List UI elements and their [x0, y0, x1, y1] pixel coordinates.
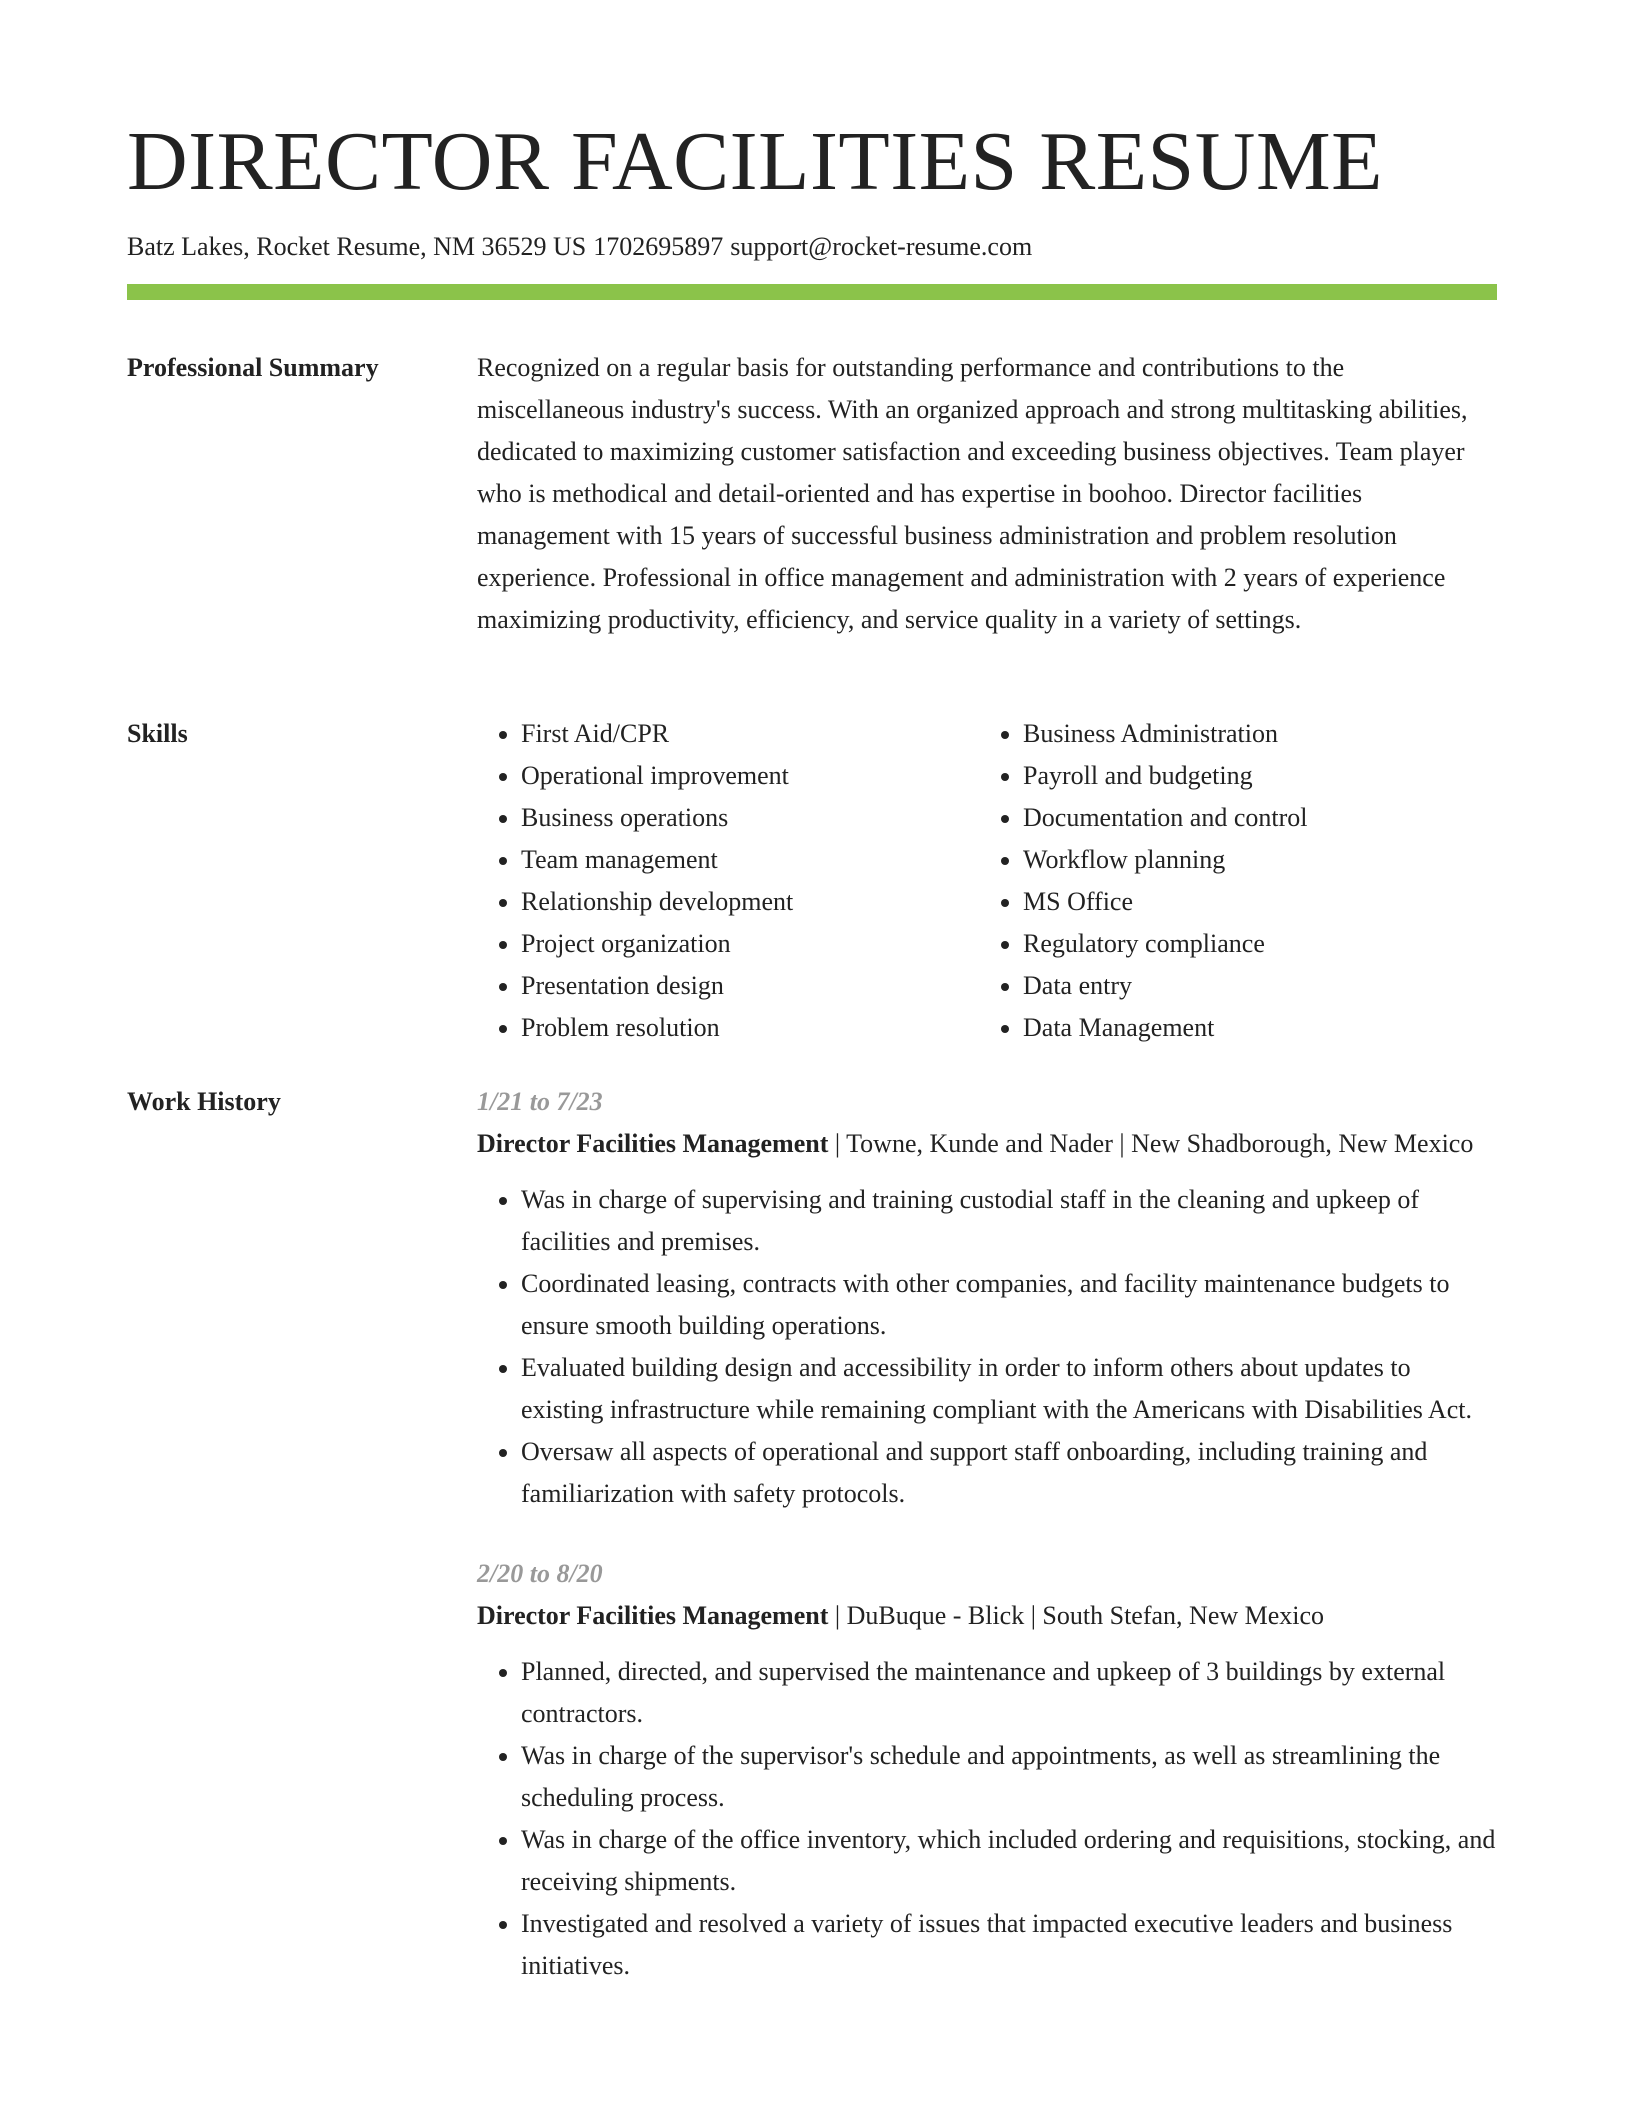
job-bullets [477, 1179, 1497, 1515]
job-details: | Towne, Kunde and Nader | New Shadborough, New Mexico [828, 1129, 1474, 1158]
job-bullet: • Planned, directed, and supervised the maintenance and upkeep of 3 buildings by external contractors. [521, 1651, 1497, 1735]
contact-line [127, 230, 1032, 264]
skills-body [477, 713, 1497, 1049]
job-entry [477, 1553, 1497, 1987]
skills-heading: Skills [127, 719, 188, 748]
skill-item: • Business operations [521, 797, 979, 839]
job-title: Director Facilities Management [477, 1129, 829, 1158]
skill-item: • Presentation design [521, 965, 979, 1007]
skill-item: • Team management [521, 839, 979, 881]
skill-item: • Regulatory compliance [1023, 923, 1481, 965]
summary-body [477, 347, 1497, 641]
job-bullet: • Oversaw all aspects of operational and support staff onboarding, including training and familiarization with safety protocols. [521, 1431, 1497, 1515]
job-title: Director Facilities Management [477, 1601, 829, 1630]
skill-item: • Problem resolution [521, 1007, 979, 1049]
resume-title: DIRECTOR FACILITIES RESUME [127, 115, 1383, 208]
job-bullet: • Coordinated leasing, contracts with other companies, and facility maintenance budgets to ensure smooth building operations. [521, 1263, 1497, 1347]
summary-text: Recognized on a regular basis for outstanding performance and contributions to the miscellaneous industry's success. With an organized approach and strong multitasking abilities, dedicated to maximizing customer satisfaction and exceeding business objectives. Team player who is methodical and detail-oriented and has expertise in boohoo. Director facilities management with 15 years of successful business administration and problem resolution experience. Professional in office management and administration with 2 years of experience maximizing productivity, efficiency, and service quality in a variety of settings. [477, 353, 1468, 634]
contact-phone: 1702695897 [593, 232, 724, 261]
summary-heading: Professional Summary [127, 353, 379, 382]
skill-item: • Operational improvement [521, 755, 979, 797]
skill-item: • Relationship development [521, 881, 979, 923]
job-details: | DuBuque - Blick | South Stefan, New Mexico [828, 1601, 1325, 1630]
skill-item: • MS Office [1023, 881, 1481, 923]
job-bullet: • Investigated and resolved a variety of issues that impacted executive leaders and business initiatives. [521, 1903, 1497, 1987]
skill-item: • Documentation and control [1023, 797, 1481, 839]
skill-item: • Data Management [1023, 1007, 1481, 1049]
job-bullet: • Was in charge of the supervisor's schedule and appointments, as well as streamlining the scheduling process. [521, 1735, 1497, 1819]
contact-address: Batz Lakes, Rocket Resume, NM 36529 US [127, 232, 587, 261]
skill-item: • Payroll and budgeting [1023, 755, 1481, 797]
job-bullet: • Evaluated building design and accessibility in order to inform others about updates to existing infrastructure while remaining compliant with the Americans with Disabilities Act. [521, 1347, 1497, 1431]
skill-item: • Workflow planning [1023, 839, 1481, 881]
work-history-heading: Work History [127, 1087, 281, 1116]
contact-email: support@rocket-resume.com [730, 232, 1033, 261]
job-dates: 1/21 to 7/23 [477, 1087, 603, 1116]
job-header [477, 1123, 1497, 1165]
job-entry [477, 1081, 1497, 1515]
skills-list-left [477, 713, 979, 1049]
header-divider [127, 284, 1497, 300]
skill-item: • Project organization [521, 923, 979, 965]
job-header [477, 1595, 1497, 1637]
job-bullet: • Was in charge of supervising and training custodial staff in the cleaning and upkeep of facilities and premises. [521, 1179, 1497, 1263]
skill-item: • First Aid/CPR [521, 713, 979, 755]
work-history-body [477, 1081, 1497, 2025]
skills-columns [477, 713, 1497, 1049]
job-dates: 2/20 to 8/20 [477, 1559, 603, 1588]
skill-item: • Data entry [1023, 965, 1481, 1007]
skill-item: • Business Administration [1023, 713, 1481, 755]
job-bullet: • Was in charge of the office inventory, which included ordering and requisitions, stocking, and receiving shipments. [521, 1819, 1497, 1903]
skills-list-right [979, 713, 1481, 1049]
job-bullets [477, 1651, 1497, 1987]
